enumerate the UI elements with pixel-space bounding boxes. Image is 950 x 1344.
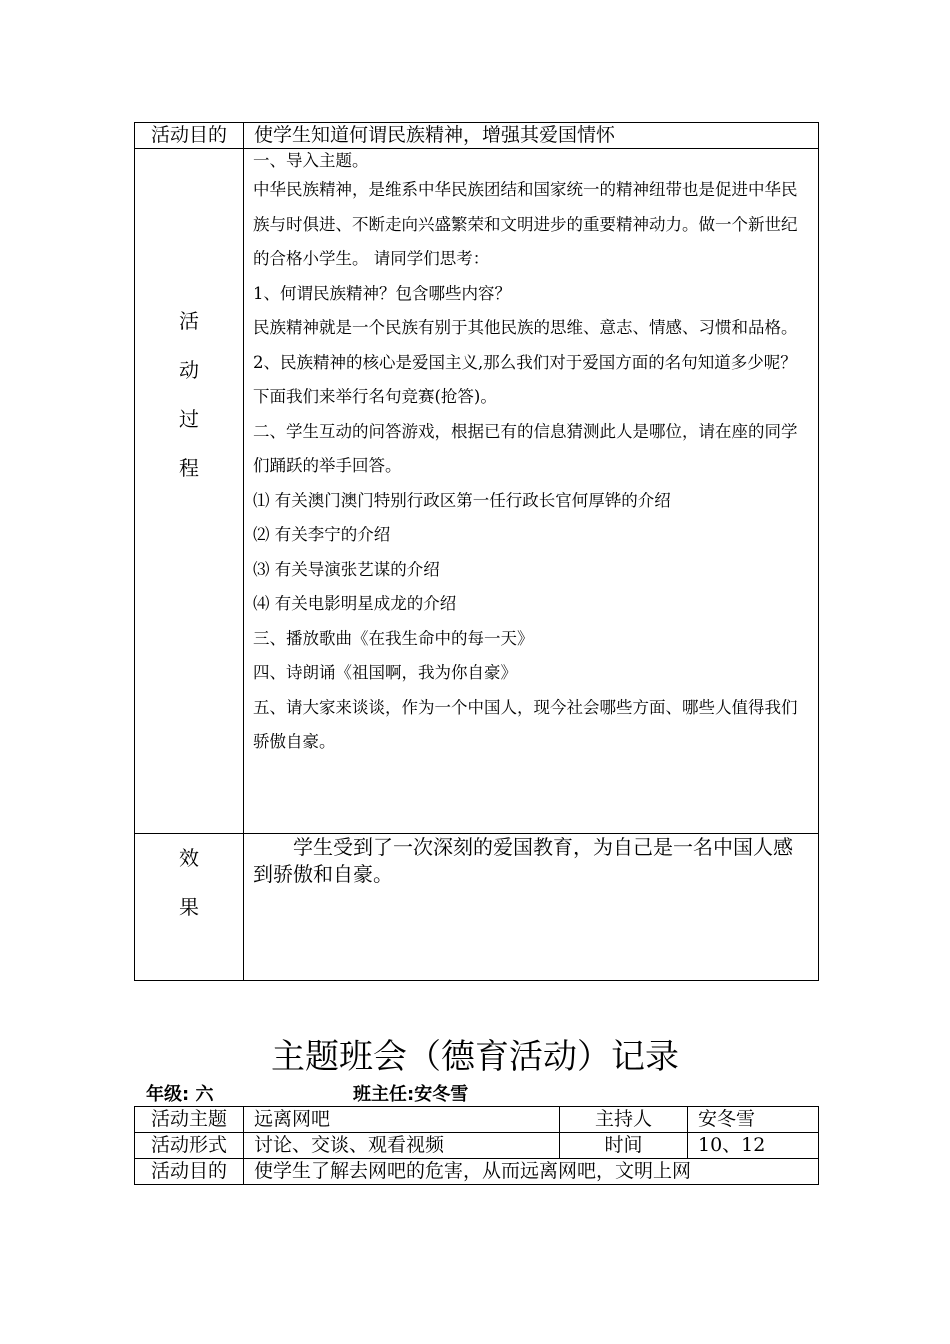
process-label: [135, 149, 244, 834]
process-line: 四、诗朗诵《祖国啊，我为你自豪》: [253, 663, 517, 682]
process-line: 一、导入主题。: [253, 151, 369, 170]
process-line: ⑵ 有关李宁的介绍: [253, 525, 391, 544]
purpose-label: 活动目的: [135, 123, 244, 149]
purpose-value: 使学生知道何谓民族精神，增强其爱国情怀: [244, 123, 819, 149]
activity-record-table: [134, 122, 819, 981]
process-line: 民族精神就是一个民族有别于其他民族的思维、意志、情感、习惯和品格。: [253, 318, 798, 337]
effect-label-char: 效: [179, 846, 199, 870]
topic-row: [135, 1107, 819, 1133]
format-label: 活动形式: [135, 1133, 244, 1159]
grade-label: 年级: 六: [146, 1084, 214, 1105]
process-label-char: 过: [179, 407, 199, 431]
process-line: ⑶ 有关导演张艺谋的介绍: [253, 559, 440, 579]
format-value: 讨论、交谈、观看视频: [244, 1133, 560, 1159]
process-line: ⑴ 有关澳门澳门特别行政区第一任行政长官何厚铧的介绍: [253, 490, 671, 510]
record-title: 主题班会（德育活动）记录: [271, 1037, 679, 1077]
effect-label-char: 果: [179, 895, 199, 919]
time-value: 10、12: [688, 1133, 819, 1159]
process-line: 五、请大家来谈谈，作为一个中国人，现今社会哪些方面、哪些人值得我们骄傲自豪。: [253, 697, 798, 751]
host-value: 安冬雪: [688, 1107, 819, 1133]
effect-text: 学生受到了一次深刻的爱国教育，为自己是一名中国人感到骄傲和自豪。: [253, 835, 793, 886]
process-line: 1、何谓民族精神？包含哪些内容？: [253, 283, 511, 303]
purpose-value-2: 使学生了解去网吧的危害，从而远离网吧，文明上网: [244, 1159, 819, 1185]
topic-value: 远离网吧: [244, 1107, 560, 1133]
activity-record-table-2: [134, 1106, 819, 1185]
process-row: [135, 149, 819, 834]
topic-label: 活动主题: [135, 1107, 244, 1133]
format-row: [135, 1133, 819, 1159]
process-line: 二、学生互动的问答游戏，根据已有的信息猜测此人是哪位，请在座的同学们踊跃的举手回答。: [253, 421, 798, 475]
purpose-row-2: [135, 1159, 819, 1185]
process-label-char: 活: [179, 309, 199, 333]
effect-content: [244, 834, 819, 981]
process-label-char: 动: [179, 358, 199, 382]
process-content: [244, 149, 819, 834]
effect-row: [135, 834, 819, 981]
purpose-row: [135, 123, 819, 149]
process-label-char: 程: [179, 456, 199, 480]
process-line: 中华民族精神，是维系中华民族团结和国家统一的精神纽带也是促进中华民族与时俱进、不断走向兴盛繁荣和文明进步的重要精神动力。做一个新世纪的合格小学生。 请同学们思考：: [253, 180, 798, 268]
time-label: 时间: [560, 1133, 688, 1159]
process-line: 2、民族精神的核心是爱国主义,那么我们对于爱国方面的名句知道多少呢？下面我们来举行名句竞赛(抢答)。: [253, 352, 797, 406]
teacher-label: 班主任:安冬雪: [353, 1084, 469, 1105]
process-line: ⑷ 有关电影明星成龙的介绍: [253, 594, 457, 613]
process-line: 三、播放歌曲《在我生命中的每一天》: [253, 628, 534, 648]
record-meta: [146, 1083, 469, 1107]
host-label: 主持人: [560, 1107, 688, 1133]
effect-label: [135, 834, 244, 981]
purpose-label-2: 活动目的: [135, 1159, 244, 1185]
